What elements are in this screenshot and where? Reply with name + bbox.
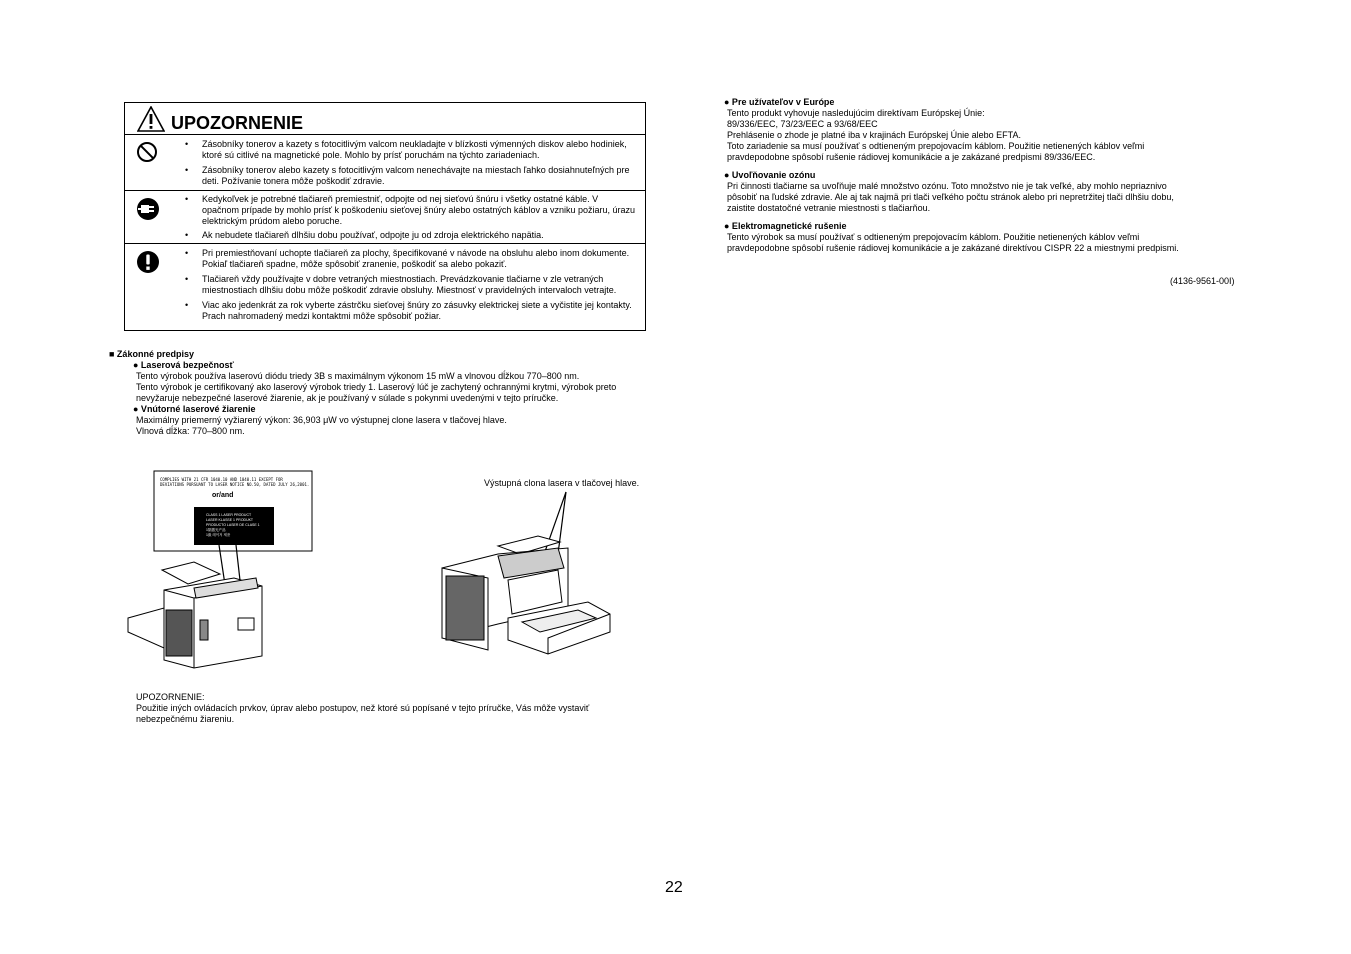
warning-row-storage <box>125 135 645 191</box>
warning-row-handling <box>125 244 645 331</box>
text-line: 89/336/EEC, 73/23/EEC a 93/68/EEC <box>727 119 878 129</box>
text-line: PRODUCTO LASER DE CLASE 1 <box>206 523 260 527</box>
text-line: 1類激光产品 <box>206 528 226 532</box>
text-line: Tento produkt vyhovuje nasledujúcim direktívam Európskej Únie: <box>727 108 985 118</box>
label-or-and: or/and <box>212 492 234 499</box>
emc-heading: ● Elektromagnetické rušenie <box>724 221 847 231</box>
internal-radiation-heading: ● Vnútorné laserové žiarenie <box>133 404 256 414</box>
text-line: COMPLIES WITH 21 CFR 1040.10 AND 1040.11 EXCEPT FOR <box>160 477 283 482</box>
text-line: Maximálny priemerný vyžiarený výkon: 36,903 μW vo výstupnej clone lasera v tlačovej hlave. <box>136 415 507 425</box>
exclamation-icon <box>136 250 160 274</box>
europe-text <box>727 108 1247 163</box>
ozone-heading: ● Uvoľňovanie ozónu <box>724 170 816 180</box>
text-line: Použitie iných ovládacích prvkov, úprav alebo postupov, než ktoré sú popísané v tejto príručke, Vás môže vystaviť <box>136 703 590 713</box>
caution-text <box>136 703 656 725</box>
text-line: nebezpečnému žiareniu. <box>136 714 235 724</box>
document-code: (4136-9561-00I) <box>1170 276 1235 286</box>
text-line: Prehlásenie o zhode je platné iba v krajinách Európskej Únie alebo EFTA. <box>727 130 1022 140</box>
text-line: DEVIATIONS PURSUANT TO LASER NOTICE NO.50, DATED JULY 26,2001. <box>160 482 310 487</box>
laser-safety-heading: ● Laserová bezpečnosť <box>133 360 234 370</box>
text-line: nevyžaruje nebezpečné laserové žiarenie, ak je používaný v súlade s pokynmi uvedenými v tejto príručke. <box>136 393 559 403</box>
text-line: Pri činnosti tlačiarne sa uvoľňuje malé množstvo ozónu. Toto množstvo nie je tak veľké, aby mohlo nepriaznivo <box>727 181 1167 191</box>
printer-label-figure <box>124 470 319 675</box>
internal-radiation-text <box>136 415 656 437</box>
text-line: pôsobiť na ľudské zdravie. Ale aj tak najmä pri tlači veľkého počtu stránok alebo pri nepretržitej tlači dlhšiu dobu, <box>727 192 1174 202</box>
warning-triangle-icon <box>137 106 165 132</box>
ozone-text <box>727 181 1247 214</box>
europe-heading: ● Pre užívateľov v Európe <box>724 97 835 107</box>
emc-text <box>727 232 1247 254</box>
text-line: zaistite dostatočné vetranie miestnosti s tlačiarňou. <box>727 203 931 213</box>
text-line: LASER KLASSE 1 PRODUKT <box>206 518 254 522</box>
text-line: Tento výrobok sa musí používať s odtieneným prepojovacím káblom. Použitie netienených káblov veľmi <box>727 232 1140 242</box>
caution-heading: UPOZORNENIE: <box>136 692 205 702</box>
warning-item: • Viac ako jedenkrát za rok vyberte zástrčku sieťovej šnúry zo zásuvky elektrickej siete a vyčistite jej kontakty. Prach nahromadený medzi kontaktmi môže spôsobiť požiar. <box>185 300 637 322</box>
text-line: CLASS 1 LASER PRODUCT <box>206 513 252 517</box>
text-line: pravdepodobne spôsobí rušenie rádiovej komunikácie a je zakázané direktívou CISPR 22 a miestnymi predpismi. <box>727 243 1179 253</box>
warning-item: • Tlačiareň vždy používajte v dobre vetraných miestnostiach. Prevádzkovanie tlačiarne v zle vetraných miestnostiach dlhšiu dobu môže poškodiť zdravie obsluhy. Miestnosť v pravidelných intervaloch vetrajte. <box>185 274 637 296</box>
legal-heading: ■ Zákonné predpisy <box>109 349 194 359</box>
unplug-icon <box>136 197 160 221</box>
warning-item: • Kedykoľvek je potrebné tlačiareň premiestniť, odpojte od nej sieťovú šnúru i všetky ostatné káble. V opačnom prípade by mohlo prísť k poškodeniu sieťovej šnúry alebo ostatných káblov a vzniku požiaru, úrazu elektrickým prúdom alebo poruche. <box>185 194 637 227</box>
label-compliance-text <box>160 477 310 487</box>
printer-open-illustration <box>438 490 613 660</box>
text-line: Tento výrobok je certifikovaný ako laserový výrobok triedy 1. Laserový lúč je zachytený ochrannými krytmi, výrobok preto <box>136 382 617 392</box>
text-line: 1級 레이저 제품 <box>206 533 231 537</box>
warning-item: • Ak nebudete tlačiareň dlhšiu dobu používať, odpojte ju od zdroja elektrického napätia. <box>185 230 637 241</box>
warning-title: UPOZORNENIE <box>171 113 304 133</box>
warning-item: • Zásobníky tonerov a kazety s fotocitlivým valcom neukladajte v blízkosti výmenných diskov alebo hodiniek, ktoré sú citlivé na magnetické pole. Mohlo by prísť poruchám na týchto zariadeniach. <box>185 139 637 161</box>
warning-item: • Zásobníky tonerov alebo kazety s fotocitlivým valcom nenechávajte na miestach ľahko dosiahnuteľných pre deti. Požívanie tonera môže poškodiť zdravie. <box>185 165 637 187</box>
warning-item: • Pri premiestňovaní uchopte tlačiareň za plochy, špecifikované v návode na obsluhu alebo inom dokumente. Pokiaľ tlačiareň spadne, môže spôsobiť zranenie, poškodiť sa alebo pokaziť. <box>185 248 637 270</box>
warning-row-unplug <box>125 191 645 244</box>
laser-class-label <box>206 513 272 538</box>
printer-label-illustration <box>124 470 319 675</box>
text-line: Toto zariadenie sa musí používať s odtieneným prepojovacím káblom. Použitie netienených káblov veľmi <box>727 141 1145 151</box>
laser-aperture-callout: Výstupná clona lasera v tlačovej hlave. <box>484 478 640 488</box>
warning-header <box>125 103 645 135</box>
printer-open-figure <box>438 490 613 660</box>
text-line: Vlnová dĺžka: 770–800 nm. <box>136 426 245 436</box>
text-line: Tento výrobok používa laserovú diódu triedy 3B s maximálnym výkonom 15 mW a vlnovou dĺžkou 770–800 nm. <box>136 371 580 381</box>
text-line: pravdepodobne spôsobí rušenie rádiovej komunikácie a je zakázané predpismi 89/336/EEC. <box>727 152 1096 162</box>
prohibited-icon <box>136 141 158 163</box>
page-number: 22 <box>665 879 683 896</box>
warning-box <box>124 102 646 331</box>
laser-safety-text <box>136 371 666 404</box>
